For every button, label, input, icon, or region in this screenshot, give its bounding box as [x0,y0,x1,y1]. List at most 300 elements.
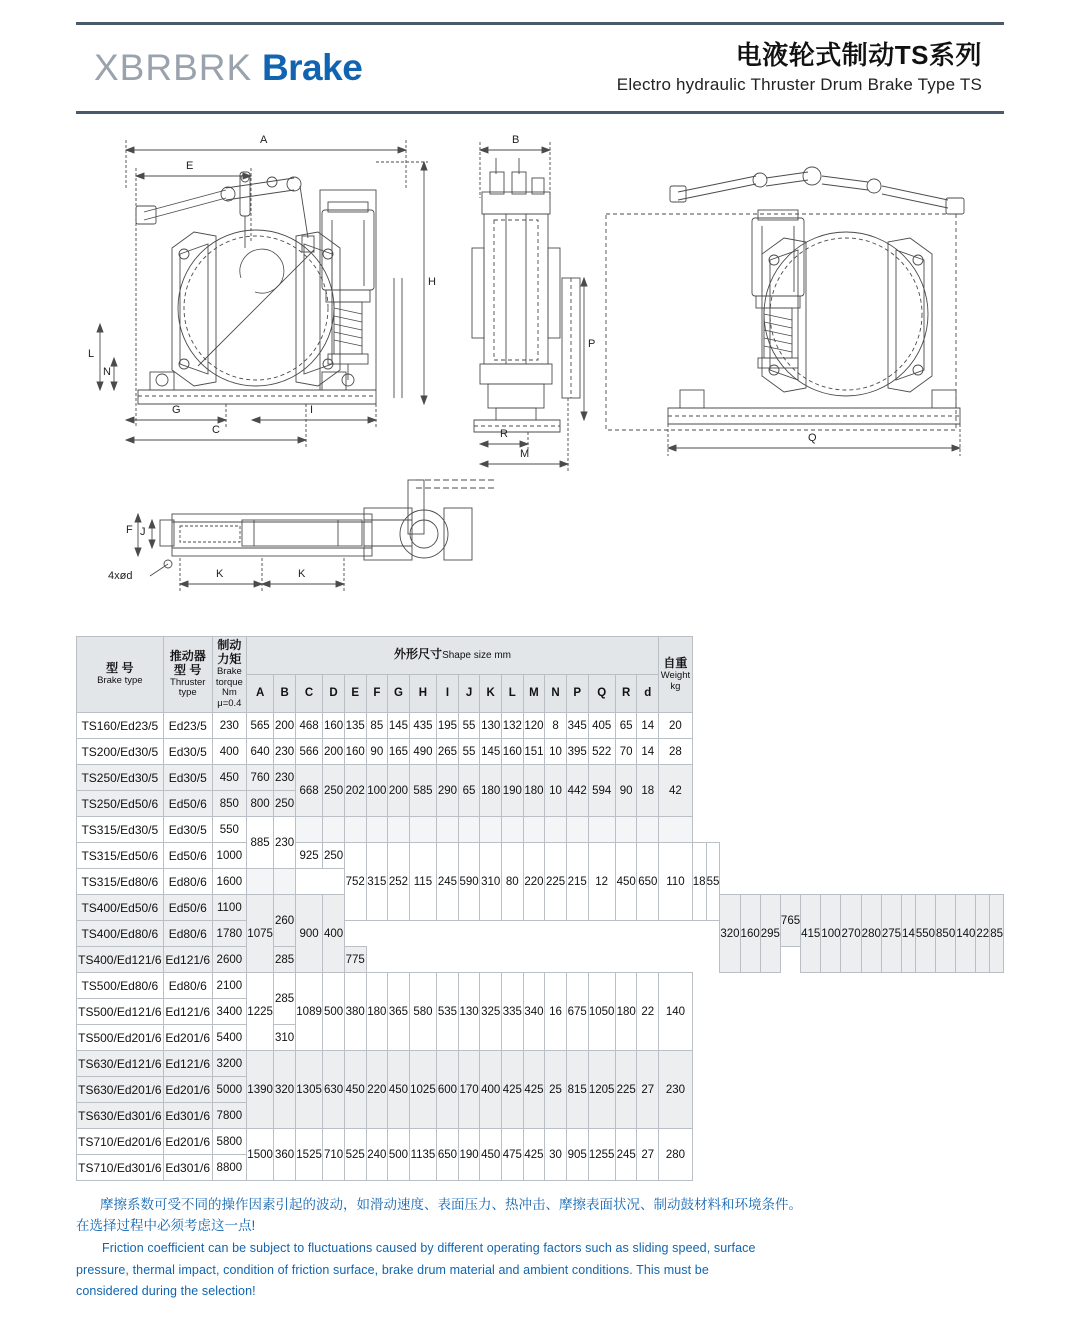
dim-label-Q: Q [808,432,817,444]
cell-P: 675 [566,973,588,1051]
cell-R: 90 [615,765,637,817]
cell-B: 200 [274,713,296,739]
header-titles [617,41,994,95]
cell-N [545,817,567,843]
cell-d: 18 [637,765,659,817]
cell-D: 710 [323,1129,345,1181]
cell-B: 230 [274,765,296,791]
cell-d: 14 [637,713,659,739]
th-model-cn: 型 号 [106,661,134,676]
cell-weight: 140 [659,973,693,1051]
cell-H: 1025 [409,1051,436,1129]
cell-L: 190 [502,765,524,817]
cell-I: 310 [480,843,502,921]
cell-K: 130 [480,713,502,739]
cell-C: 1525 [295,1129,322,1181]
table-row [77,973,1004,999]
cell-B: 285 [274,973,296,1025]
th-model-en: Brake type [97,675,143,687]
cell-J: 55 [458,713,480,739]
cell-C: 566 [295,739,322,765]
dim-label-N: N [103,366,111,378]
th-dim-Q: Q [588,675,615,713]
cell-E [344,817,366,843]
th-dim-K: K [480,675,502,713]
th-dim-G: G [388,675,410,713]
cell-B: 285 [274,947,296,973]
th-dimensions-group [246,637,658,675]
table-row [77,817,1004,843]
cell-d: 22 [976,895,990,973]
cell-G: 295 [760,895,780,973]
table-row [77,1129,1004,1155]
cell-thruster: Ed201/6 [163,1077,212,1103]
cell-A: 800 [246,791,273,817]
th-dim-R: R [615,675,637,713]
cell-N: 14 [902,895,916,973]
th-weight-en: Weight [660,669,691,681]
cell-torque: 400 [212,739,246,765]
th-dim-D: D [323,675,345,713]
cell-H: 775 [344,947,366,973]
cell-C: 752 [344,843,366,921]
th-dim-L: L [502,675,524,713]
cell-R: 225 [615,1051,637,1129]
cell-torque: 1000 [212,843,246,869]
table-row [77,739,1004,765]
drawing-svg [76,128,1004,628]
cell-L: 225 [545,843,567,921]
cell-torque: 230 [212,713,246,739]
cell-I: 600 [437,1051,459,1129]
cell-torque: 1600 [212,869,246,895]
cell-model: TS710/Ed301/6 [77,1155,164,1181]
footnote-cn-line1: 摩擦系数可受不同的操作因素引起的波动，如滑动速度、表面压力、热冲击、摩擦表面状况、制动鼓材料和环境条件。 [100,1197,802,1213]
cell-thruster: Ed50/6 [163,843,212,869]
cell-R: 245 [615,1129,637,1181]
cell-Q: 594 [588,765,615,817]
cell-K: 325 [480,973,502,1051]
cell-I: 265 [437,739,459,765]
cell-C: 468 [295,713,322,739]
cell-Q: 1255 [588,1129,615,1181]
cell-B: 260 [274,895,296,947]
cell-J: 65 [458,765,480,817]
dim-label-R: R [500,428,508,440]
brand-left-text: XBRBRK [94,47,253,88]
cell-D [323,817,345,843]
cell-K: 145 [480,739,502,765]
cell-torque: 5000 [212,1077,246,1103]
cell-B: 230 [274,739,296,765]
cell-weight: 280 [659,1129,693,1181]
cell-F [366,817,388,843]
cell-Q: 850 [936,895,956,973]
th-dim-F: F [366,675,388,713]
cell-G: 365 [388,973,410,1051]
cell-Q [588,817,615,843]
cell-L [502,817,524,843]
th-thruster-en: Thruster type [170,676,206,699]
footnote-en-line3: considered during the selection! [76,1283,256,1298]
cell-model: TS500/Ed121/6 [77,999,164,1025]
brand-right-text: Brake [261,47,363,88]
cell-D: 630 [323,1051,345,1129]
cell-H: 590 [458,843,480,921]
cell-model: TS250/Ed50/6 [77,791,164,817]
cell-L: 160 [502,739,524,765]
cell-A: 565 [246,713,273,739]
th-dim-M: M [523,675,545,713]
cell-M: 425 [523,1129,545,1181]
cell-thruster: Ed23/5 [163,713,212,739]
cell-D: 250 [323,765,345,817]
cell-weight: 28 [659,739,693,765]
th-dim-H: H [409,675,436,713]
dim-label-K2: K [298,568,306,580]
cell-F: 115 [409,843,436,921]
table-head [77,637,1004,713]
cell-G [388,817,410,843]
cell-N: 25 [545,1051,567,1129]
cell-thruster: Ed121/6 [163,1051,212,1077]
th-torque [212,637,246,713]
cell-A: 1500 [246,1129,273,1181]
table-head-row-1 [77,637,1004,675]
cell-A [246,869,273,895]
cell-I: 195 [437,713,459,739]
cell-G: 200 [388,765,410,817]
cell-torque: 3200 [212,1051,246,1077]
cell-I: 290 [437,765,459,817]
dim-label-G: G [172,404,181,416]
footnote-en-line2: pressure, thermal impact, condition of friction surface, brake drum material and ambient conditions. This must be [76,1262,709,1277]
cell-model: TS630/Ed121/6 [77,1051,164,1077]
cell-H: 435 [409,713,436,739]
cell-weight: 55 [706,843,720,921]
cell-H [409,817,436,843]
cell-J: 130 [458,973,480,1051]
page-title-en: Electro hydraulic Thruster Drum Brake Type TS [616,74,982,94]
cell-thruster: Ed30/5 [163,765,212,791]
table-row [77,713,1004,739]
cell-B: 360 [274,1129,296,1181]
cell-K: 450 [480,1129,502,1181]
cell-model: TS315/Ed30/5 [77,817,164,843]
cell-model: TS250/Ed30/5 [77,765,164,791]
cell-F: 180 [366,973,388,1051]
cell-B: 250 [274,791,296,817]
cell-A: 760 [246,765,273,791]
cell-H: 765 [780,895,800,947]
page-header [76,22,1004,114]
cell-N: 10 [545,739,567,765]
cell-H: 580 [409,973,436,1051]
cell-G: 450 [388,1051,410,1129]
cell-F: 90 [366,739,388,765]
cell-R: 180 [615,973,637,1051]
cell-G: 145 [388,713,410,739]
cell-thruster: Ed30/5 [163,739,212,765]
cell-A: 885 [246,817,273,869]
cell-Q: 1205 [588,1051,615,1129]
cell-Q: 522 [588,739,615,765]
cell-P: 815 [566,1051,588,1129]
cell-torque: 850 [212,791,246,817]
cell-P: 345 [566,713,588,739]
dim-label-L: L [88,348,95,360]
cell-torque: 5800 [212,1129,246,1155]
th-dim-N: N [545,675,567,713]
cell-thruster: Ed80/6 [163,869,212,895]
cell-C: 1305 [295,1051,322,1129]
cell-model: TS500/Ed201/6 [77,1025,164,1051]
cell-weight: 230 [659,1051,693,1129]
cell-thruster: Ed50/6 [163,791,212,817]
dim-label-C: C [212,424,220,436]
cell-N: 8 [545,713,567,739]
cell-model: TS630/Ed301/6 [77,1103,164,1129]
th-torque-en: Brake torque [215,665,243,688]
spec-table-container [76,636,1004,1181]
cell-N: 10 [545,765,567,817]
cell-J: 100 [821,895,841,973]
cell-model: TS400/Ed50/6 [77,895,164,921]
cell-D: 200 [323,739,345,765]
table-row [77,765,1004,791]
cell-thruster: Ed201/6 [163,1129,212,1155]
cell-model: TS710/Ed201/6 [77,1129,164,1155]
cell-d [637,817,659,843]
th-dim-E: E [344,675,366,713]
cell-M: 151 [523,739,545,765]
cell-weight: 20 [659,713,693,739]
cell-N: 30 [545,1129,567,1181]
cell-M [523,817,545,843]
cell-R: 110 [659,843,693,921]
th-dims-en: Shape size mm [442,650,511,662]
dim-label-P: P [588,338,596,350]
cell-P: 442 [566,765,588,817]
cell-P [566,817,588,843]
cell-E: 380 [344,973,366,1051]
cell-D: 160 [323,713,345,739]
dim-label-B: B [512,134,520,146]
cell-thruster: Ed301/6 [163,1103,212,1129]
footnote-cn-line2: 在选择过程中必须考虑这一点! [76,1218,256,1234]
cell-E: 160 [344,739,366,765]
cell-model: TS630/Ed201/6 [77,1077,164,1103]
cell-R: 65 [615,713,637,739]
page-title-cn: 电液轮式制动TS系列 [735,40,982,71]
cell-E: 450 [344,1051,366,1129]
cell-model: TS400/Ed121/6 [77,947,164,973]
th-thruster-cn2: 型 号 [174,662,202,677]
cell-E: 202 [344,765,366,817]
cell-F: 220 [366,1051,388,1129]
cell-P: 550 [915,895,935,973]
dim-label-J: J [140,526,146,538]
cell-Q: 1050 [588,973,615,1051]
cell-N: 16 [545,973,567,1051]
cell-torque: 2600 [212,947,246,973]
cell-I: 650 [437,1129,459,1181]
th-torque-unit: Nm μ=0.4 [217,687,242,710]
th-dim-A: A [246,675,273,713]
table-body [77,713,1004,1181]
cell-torque: 1100 [212,895,246,921]
cell-H: 490 [409,739,436,765]
cell-C: 668 [295,765,322,817]
cell-R [615,817,637,843]
cell-E: 135 [344,713,366,739]
cell-R: 70 [615,739,637,765]
cell-P: 905 [566,1129,588,1181]
th-dim-P: P [566,675,588,713]
table-row [77,843,1004,869]
cell-K: 270 [841,895,861,973]
cell-F: 240 [366,1129,388,1181]
cell-M: 215 [566,843,588,921]
cell-Q: 405 [588,713,615,739]
cell-D: 400 [323,895,345,973]
th-thruster [163,637,212,713]
dim-label-K1: K [216,568,224,580]
cell-thruster: Ed201/6 [163,1025,212,1051]
cell-F: 160 [740,895,760,973]
table-row [77,1051,1004,1077]
cell-D: 315 [366,843,388,921]
cell-E: 252 [388,843,410,921]
cell-model: TS315/Ed80/6 [77,869,164,895]
th-dims-cn: 外形尺寸 [394,647,443,662]
cell-J: 170 [458,1051,480,1129]
cell-model: TS160/Ed23/5 [77,713,164,739]
cell-E: 320 [720,895,740,973]
cell-J: 190 [458,1129,480,1181]
cell-G: 500 [388,1129,410,1181]
cell-d: 14 [637,739,659,765]
cell-model: TS315/Ed50/6 [77,843,164,869]
th-weight [659,637,693,713]
cell-L: 280 [861,895,881,973]
cell-thruster: Ed30/5 [163,817,212,843]
footnote [76,1195,1004,1301]
cell-J: 55 [458,739,480,765]
cell-K [480,817,502,843]
cell-torque: 3400 [212,999,246,1025]
cell-M: 275 [881,895,901,973]
cell-R: 140 [956,895,976,973]
cell-K: 180 [480,765,502,817]
cell-E: 525 [344,1129,366,1181]
th-thruster-cn1: 推动器 [169,648,206,663]
cell-G: 165 [388,739,410,765]
cell-Q: 650 [637,843,659,921]
brand-logo [94,47,362,89]
cell-A: 1075 [246,895,273,973]
cell-torque: 5400 [212,1025,246,1051]
cell-N: 12 [588,843,615,921]
cell-M: 425 [523,1051,545,1129]
th-model [77,637,164,713]
cell-L: 335 [502,973,524,1051]
cell-A: 640 [246,739,273,765]
cell-L: 132 [502,713,524,739]
cell-d: 22 [637,973,659,1051]
cell-torque: 1780 [212,921,246,947]
dim-label-M: M [520,448,530,460]
cell-B [274,869,296,895]
cell-J: 80 [502,843,524,921]
technical-drawings [76,128,1004,628]
cell-torque: 2100 [212,973,246,999]
dim-label-F: F [126,524,133,536]
cell-weight: 42 [659,765,693,817]
cell-thruster: Ed50/6 [163,895,212,921]
cell-I: 415 [801,895,821,973]
cell-K: 220 [523,843,545,921]
cell-H: 1135 [409,1129,436,1181]
cell-P: 450 [615,843,637,921]
cell-M: 120 [523,713,545,739]
dim-label-holes: 4xød [108,570,133,582]
cell-B: 320 [274,1051,296,1129]
cell-M: 180 [523,765,545,817]
dim-label-E: E [186,160,194,172]
cell-P: 395 [566,739,588,765]
cell-d: 27 [637,1129,659,1181]
th-dim-J: J [458,675,480,713]
th-dim-C: C [295,675,322,713]
cell-L: 425 [502,1051,524,1129]
cell-F: 85 [366,713,388,739]
cell-A: 1225 [246,973,273,1051]
cell-model: TS200/Ed30/5 [77,739,164,765]
cell-A: 925 [295,843,322,869]
cell-torque: 8800 [212,1155,246,1181]
cell-F: 100 [366,765,388,817]
cell-K: 400 [480,1051,502,1129]
dim-label-I: I [310,404,314,416]
th-dim-B: B [274,675,296,713]
cell-C: 900 [295,895,322,973]
cell-thruster: Ed80/6 [163,921,212,947]
cell-weight [659,817,693,843]
cell-model: TS400/Ed80/6 [77,921,164,947]
th-weight-cn: 自重 [663,655,688,670]
cell-L: 475 [502,1129,524,1181]
dim-label-A: A [260,134,268,146]
cell-M: 340 [523,973,545,1051]
th-weight-unit: kg [670,680,681,692]
cell-C [295,817,322,843]
cell-D: 500 [323,973,345,1051]
cell-C: 1089 [295,973,322,1051]
dim-label-H: H [428,276,436,288]
specification-table [76,636,1004,1181]
cell-d: 18 [692,843,706,921]
cell-thruster: Ed121/6 [163,999,212,1025]
cell-weight: 85 [990,895,1004,973]
cell-J [458,817,480,843]
cell-I [437,817,459,843]
cell-G: 245 [437,843,459,921]
cell-model: TS500/Ed80/6 [77,973,164,999]
footnote-en-line1: Friction coefficient can be subject to fluctuations caused by different operating factors such as sliding speed, surface [102,1241,756,1256]
th-torque-cn: 制动力矩 [217,638,242,666]
cell-B: 230 [274,817,296,869]
